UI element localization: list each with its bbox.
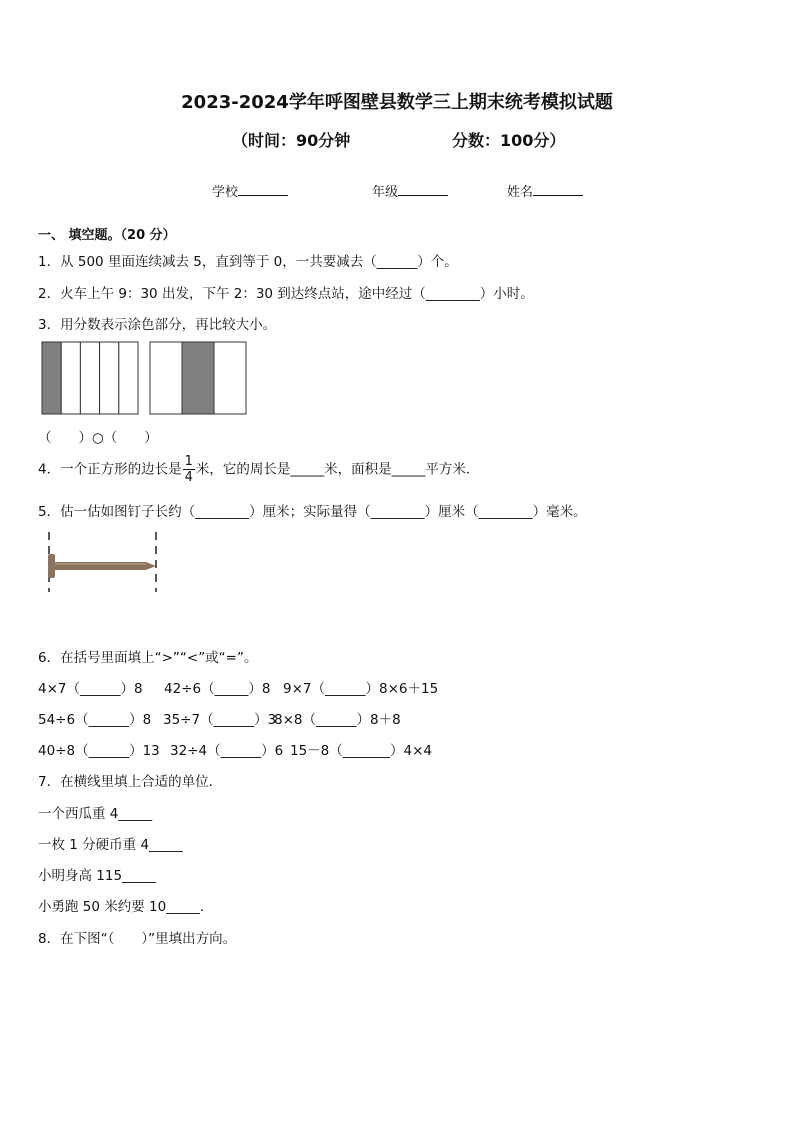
question-4-before: 4．一个正方形的边长是 — [38, 461, 182, 478]
fifths-part-3 — [80, 342, 99, 414]
exam-time: （时间：90分钟 — [232, 131, 351, 150]
question-4 — [38, 455, 479, 484]
nail-head — [48, 554, 55, 578]
q6-r1-b: 42÷6（_____）8 — [164, 681, 271, 697]
fraction-rect-thirds — [150, 342, 246, 414]
fifths-part-5 — [119, 342, 138, 414]
q7-line-3: 小明身高 115_____ — [38, 868, 156, 884]
question-2: 2．火车上午 9：30 出发，下午 2：30 到达终点站，途中经过（________）小时。 — [38, 286, 534, 302]
grade-blank[interactable] — [398, 182, 448, 196]
question-3-answer: （ ）○（ ） — [38, 430, 158, 446]
fraction-numerator: 1 — [184, 454, 193, 469]
section-heading: 一、 填空题。（20 分） — [38, 228, 176, 243]
fraction-denominator: 4 — [184, 470, 193, 485]
name-label: 姓名 — [507, 185, 534, 200]
thirds-part-3 — [214, 342, 246, 414]
question-7: 7．在横线里填上合适的单位． — [38, 774, 223, 790]
q6-r3-b: 32÷4（______）6 — [170, 743, 284, 759]
question-4-after: 米，它的周长是_____米，面积是_____平方米． — [195, 461, 480, 478]
q6-r2-c: 8×8（______）8＋8 — [274, 712, 401, 728]
question-8: 8．在下图“（ ）”里填出方向。 — [38, 931, 237, 947]
q6-r3-c: 15－8（_______）4×4 — [290, 743, 433, 759]
q6-r2-b: 35÷7（______）3 — [163, 712, 277, 728]
q7-line-2: 一枚 1 分硬币重 4_____ — [38, 837, 183, 853]
q6-r1-a: 4×7（______）8 — [38, 681, 143, 697]
school-field — [212, 181, 288, 200]
fraction-rect-fifths — [42, 342, 138, 414]
q6-r3-a: 40÷8（______）13 — [38, 743, 160, 759]
fifths-part-1 — [42, 342, 61, 414]
fraction-figures — [40, 340, 250, 416]
name-blank[interactable] — [533, 182, 583, 196]
name-field — [507, 181, 583, 200]
page-title: 2023-2024学年呼图壁县数学三上期末统考模拟试题 — [181, 92, 613, 113]
grade-field — [372, 181, 448, 200]
fraction-one-quarter — [183, 455, 195, 484]
school-blank[interactable] — [238, 182, 288, 196]
exam-score: 分数：100分） — [452, 131, 566, 150]
question-6: 6．在括号里面填上“>”“<”或“=”。 — [38, 650, 258, 666]
q6-r1-c: 9×7（______）8×6＋15 — [283, 681, 439, 697]
question-3: 3．用分数表示涂色部分，再比较大小。 — [38, 317, 277, 333]
school-label: 学校 — [212, 185, 239, 200]
question-1: 1．从 500 里面连续减去 5，直到等于 0，一共要减去（______）个。 — [38, 254, 458, 270]
thirds-part-2 — [182, 342, 214, 414]
fifths-part-4 — [100, 342, 119, 414]
q7-line-1: 一个西瓜重 4_____ — [38, 806, 153, 822]
thirds-part-1 — [150, 342, 182, 414]
nail-body — [55, 562, 156, 570]
q6-r2-a: 54÷6（______）8 — [38, 712, 152, 728]
grade-label: 年级 — [372, 185, 399, 200]
question-5: 5．估一估如图钉子长约（________）厘米；实际量得（________）厘米（________）毫米。 — [38, 504, 587, 520]
nail-figure — [40, 528, 170, 598]
fifths-part-2 — [61, 342, 80, 414]
q7-line-4: 小勇跑 50 米约要 10_____． — [38, 899, 214, 915]
